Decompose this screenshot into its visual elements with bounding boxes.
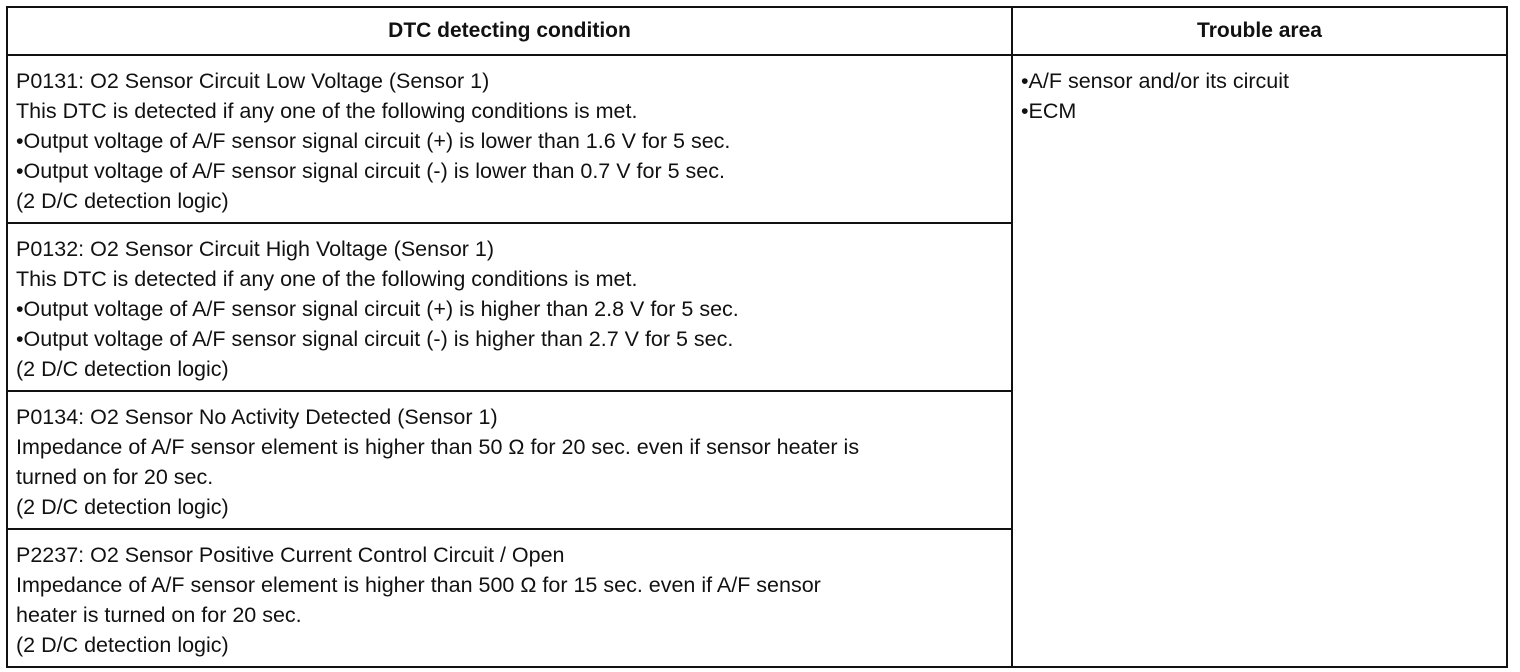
dtc-table [6,6,1508,668]
trouble-area-item: •A/F sensor and/or its circuit [1021,69,1290,93]
condition-bullet: •Output voltage of A/F sensor signal circuit (-) is lower than 0.7 V for 5 sec. [16,159,725,183]
header-dtc-condition: DTC detecting condition [7,7,1012,55]
condition-text: turned on for 20 sec. [16,465,214,489]
header-row [7,7,1507,55]
dtc-table-container [6,6,1506,666]
condition-logic-note: (2 D/C detection logic) [16,495,229,519]
condition-cell-p2237 [7,529,1012,667]
table-row [7,55,1507,223]
trouble-area-cell [1012,55,1507,667]
condition-text: heater is turned on for 20 sec. [16,603,302,627]
condition-logic-note: (2 D/C detection logic) [16,633,229,657]
condition-title: P2237: O2 Sensor Positive Current Control Circuit / Open [16,543,565,567]
condition-text: Impedance of A/F sensor element is higher than 50 Ω for 20 sec. even if sensor heater is [16,435,860,459]
condition-bullet: •Output voltage of A/F sensor signal circuit (+) is higher than 2.8 V for 5 sec. [16,297,739,321]
trouble-area-item: •ECM [1021,99,1077,123]
condition-title: P0131: O2 Sensor Circuit Low Voltage (Sensor 1) [16,69,490,93]
condition-bullet: •Output voltage of A/F sensor signal circuit (-) is higher than 2.7 V for 5 sec. [16,327,734,351]
condition-logic-note: (2 D/C detection logic) [16,189,229,213]
condition-logic-note: (2 D/C detection logic) [16,357,229,381]
condition-bullet: •Output voltage of A/F sensor signal circuit (+) is lower than 1.6 V for 5 sec. [16,129,731,153]
condition-text: This DTC is detected if any one of the following conditions is met. [16,99,638,123]
condition-cell-p0131 [7,55,1012,223]
condition-title: P0132: O2 Sensor Circuit High Voltage (Sensor 1) [16,237,495,261]
condition-cell-p0134 [7,391,1012,529]
header-trouble-area: Trouble area [1012,7,1507,55]
condition-title: P0134: O2 Sensor No Activity Detected (Sensor 1) [16,405,498,429]
condition-cell-p0132 [7,223,1012,391]
condition-text: This DTC is detected if any one of the following conditions is met. [16,267,638,291]
condition-text: Impedance of A/F sensor element is higher than 500 Ω for 15 sec. even if A/F sensor [16,573,821,597]
